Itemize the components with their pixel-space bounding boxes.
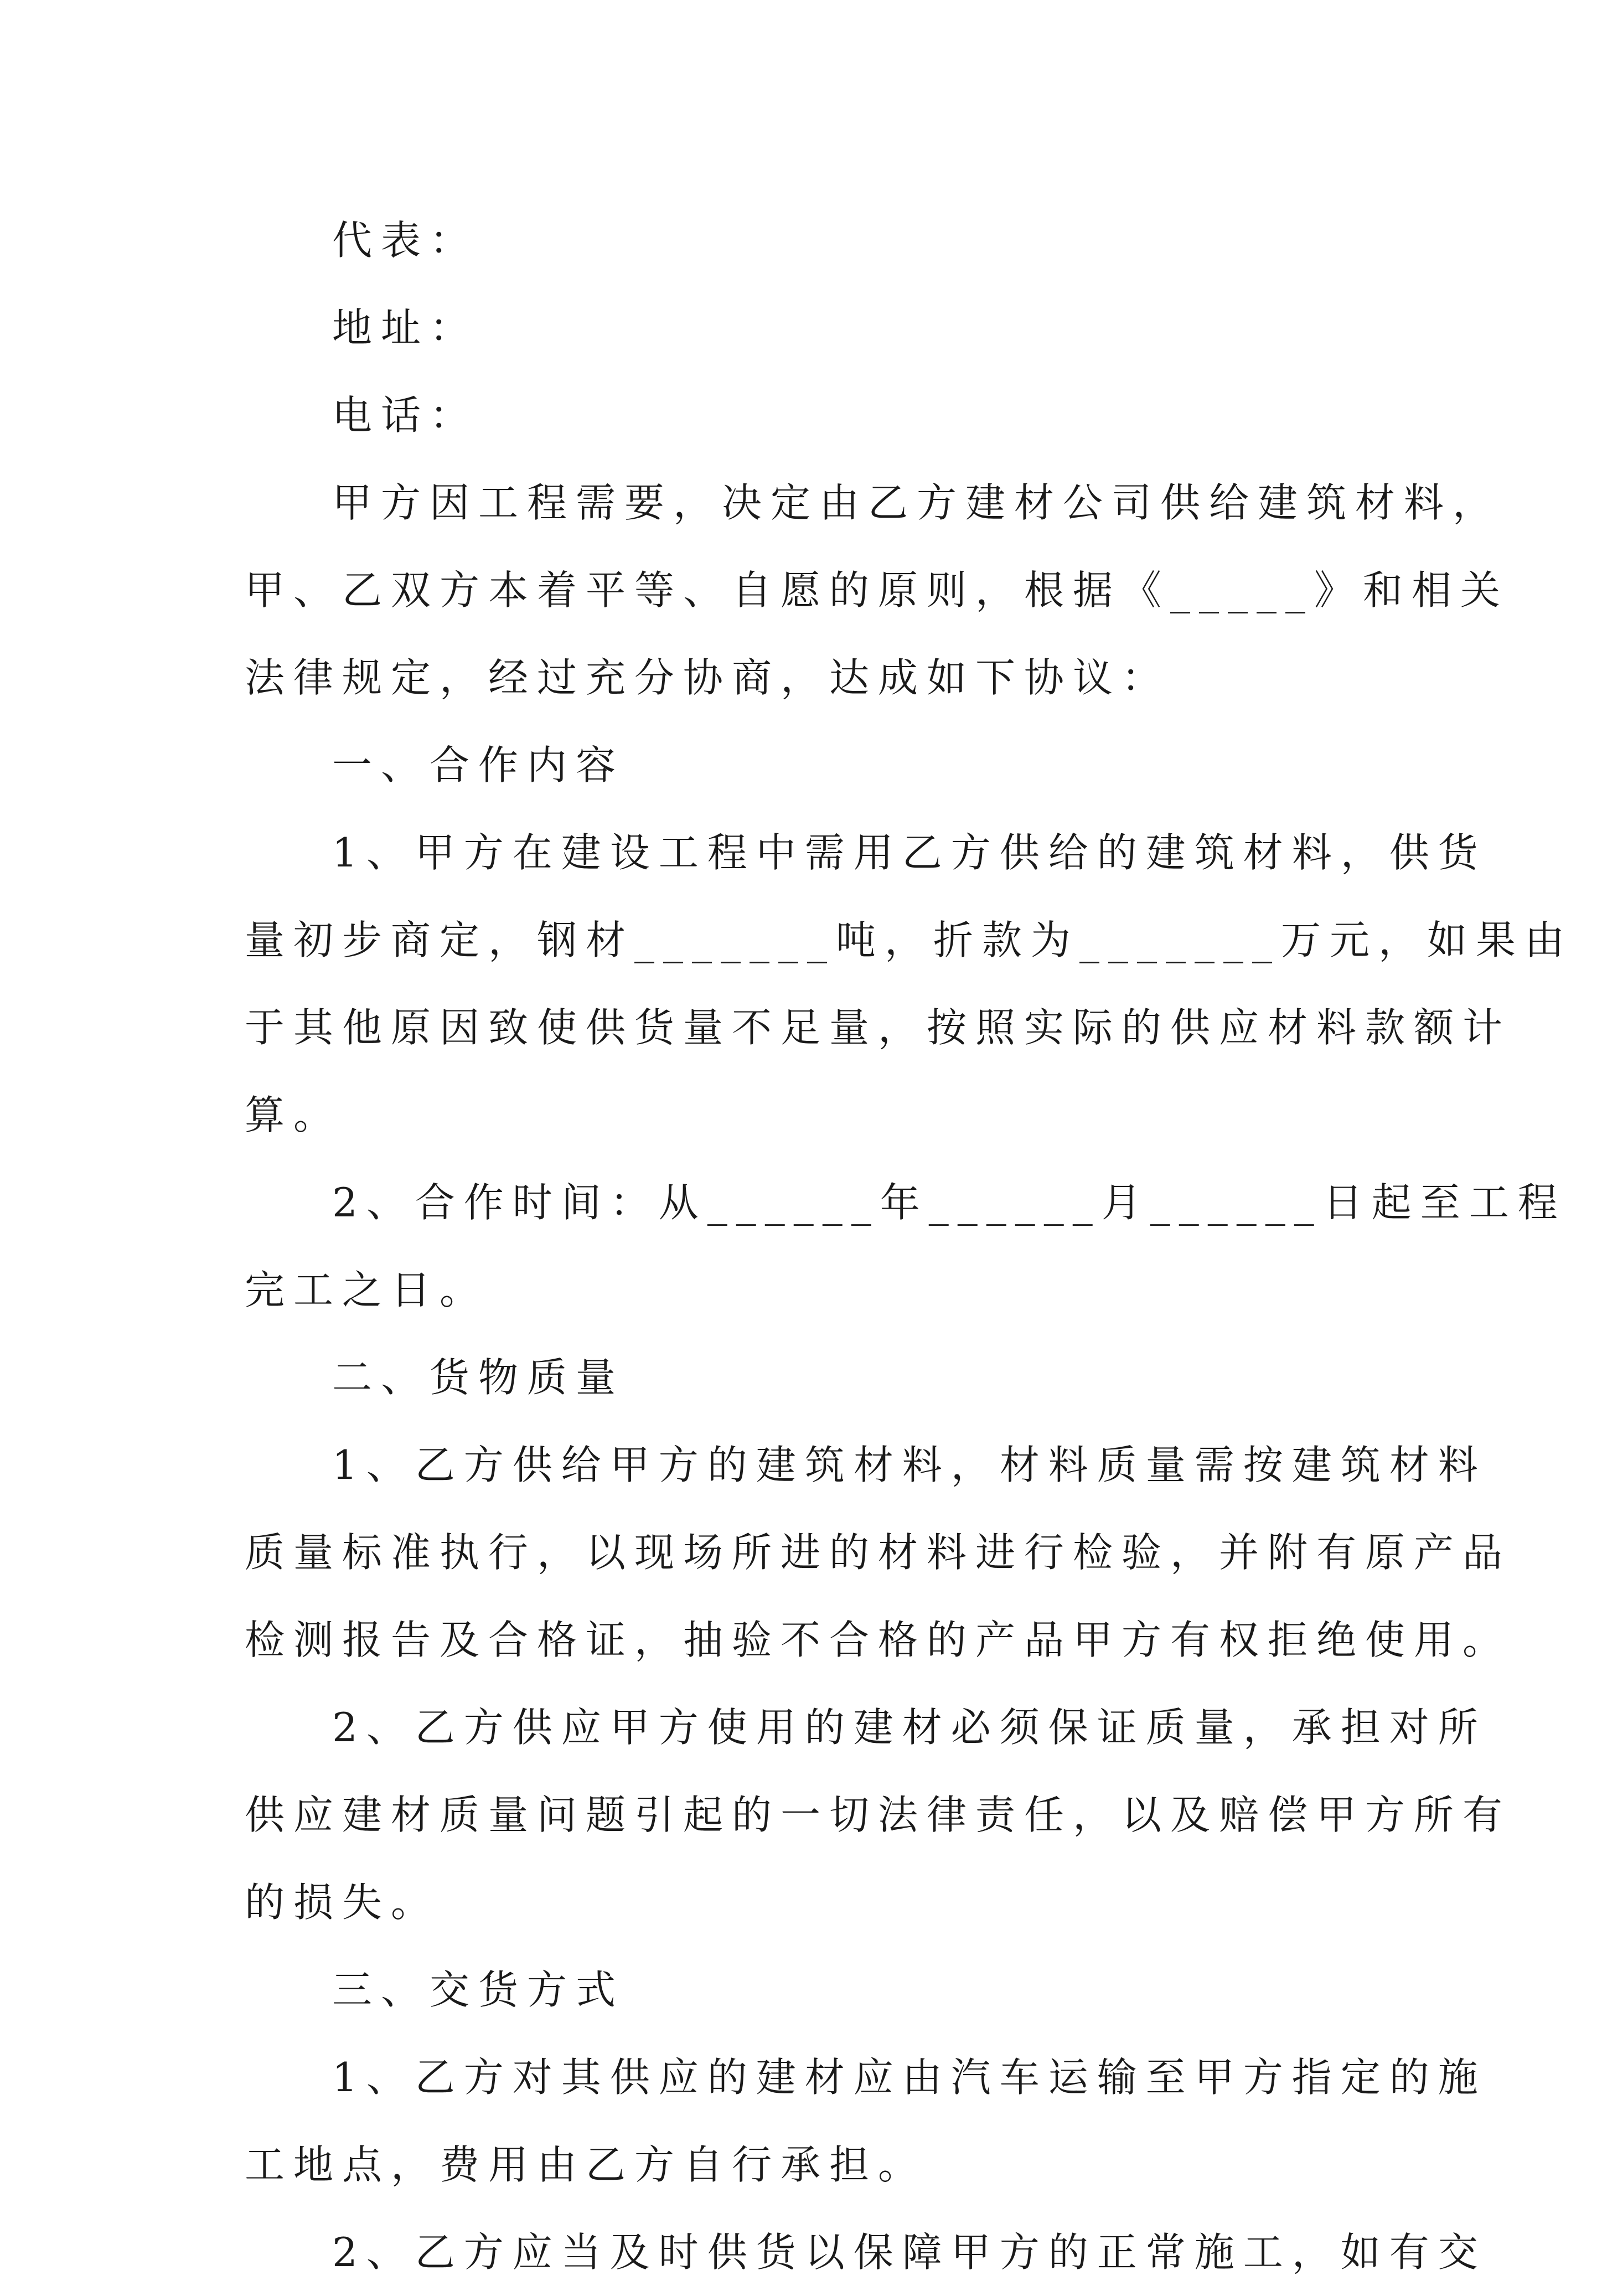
paragraph-line: 于其他原因致使供货量不足量，按照实际的供应材料款额计 <box>245 1004 1512 1051</box>
section-heading: 一、合作内容 <box>332 742 625 788</box>
document-body <box>245 197 1574 2296</box>
paragraph-line: 甲方因工程需要，决定由乙方建材公司供给建筑材料， <box>332 479 1502 526</box>
paragraph-line: 2、乙方应当及时供货以保障甲方的正常施工，如有交 <box>332 2229 1487 2276</box>
paragraph-line: 工地点，费用由乙方自行承担。 <box>245 2142 927 2188</box>
paragraph-line: 1、甲方在建设工程中需用乙方供给的建筑材料，供货 <box>332 829 1487 876</box>
paragraph-line: 1、乙方对其供应的建材应由汽车运输至甲方指定的施 <box>332 2054 1487 2101</box>
field-representative: 代表： <box>332 217 479 264</box>
paragraph-line: 法律规定，经过充分协商，达成如下协议： <box>245 654 1171 701</box>
paragraph-line: 的损失。 <box>245 1879 440 1926</box>
paragraph-line: 2、合作时间：从______年______月______日起至工程 <box>332 1179 1567 1226</box>
paragraph-line: 量初步商定，钢材_______吨，折款为_______万元，如果由 <box>245 917 1574 963</box>
field-phone: 电话： <box>332 392 479 438</box>
field-address: 地址： <box>332 305 479 351</box>
paragraph-line: 供应建材质量问题引起的一切法律责任，以及赔偿甲方所有 <box>245 1792 1512 1838</box>
paragraph-line: 2、乙方供应甲方使用的建材必须保证质量，承担对所 <box>332 1704 1487 1751</box>
paragraph-line: 甲、乙双方本着平等、自愿的原则，根据《_____》和相关 <box>245 567 1510 613</box>
paragraph-line: 完工之日。 <box>245 1267 489 1313</box>
section-heading: 二、货物质量 <box>332 1354 625 1401</box>
section-heading: 三、交货方式 <box>332 1967 625 2013</box>
paragraph-line: 1、乙方供给甲方的建筑材料，材料质量需按建筑材料 <box>332 1442 1487 1488</box>
paragraph-line: 算。 <box>245 1092 343 1138</box>
paragraph-line: 质量标准执行，以现场所进的材料进行检验，并附有原产品 <box>245 1529 1512 1576</box>
paragraph-line: 检测报告及合格证，抽验不合格的产品甲方有权拒绝使用。 <box>245 1617 1512 1663</box>
